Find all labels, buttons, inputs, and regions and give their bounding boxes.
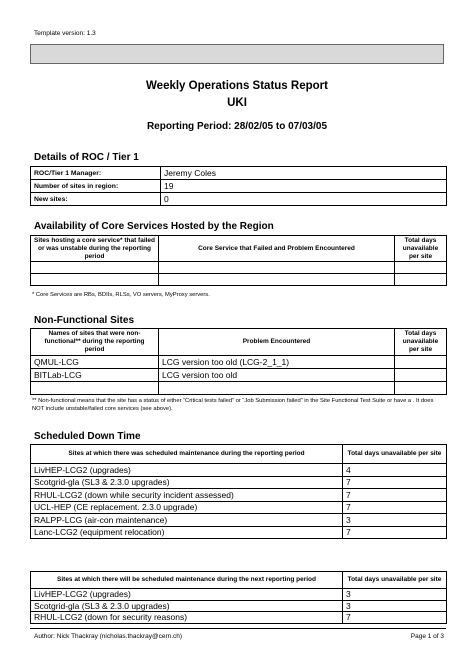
- next-maintenance-table: [30, 571, 447, 624]
- downtime-table: [30, 444, 447, 539]
- nonfunc-table: [30, 328, 447, 395]
- next-days: 3: [343, 589, 447, 601]
- nonfunc-days: [395, 356, 447, 369]
- nonfunc-days: [395, 369, 447, 382]
- report-subtitle: UKI: [227, 97, 247, 109]
- downtime-site: RALPP-LCG (air-con maintenance): [31, 514, 343, 527]
- nonfunc-heading: Non-Functional Sites: [34, 315, 134, 326]
- nonfunc-problem: LCG version too old (LCG-2_1_1): [159, 356, 395, 369]
- roc-manager-value: Jeremy Coles: [161, 167, 447, 180]
- table-header-row: [31, 572, 447, 589]
- table-row: [31, 464, 447, 477]
- downtime-site: Scotgrid-gla (SL3 & 2.3.0 upgrades): [31, 476, 343, 489]
- footer-author: Author: Nick Thackray (nicholas.thackray@cern.ch): [34, 633, 183, 640]
- table-row: [31, 489, 447, 502]
- table-row: [31, 369, 447, 382]
- downtime-days: 7: [343, 501, 447, 514]
- core-col-sites: Sites hosting a core service* that failed or was unstable during the reporting period: [31, 236, 159, 262]
- table-row: [31, 180, 447, 193]
- roc-table: [30, 166, 447, 206]
- table-row: [31, 476, 447, 489]
- downtime-col-days: Total days unavailable per site: [343, 445, 447, 464]
- core-heading: Availability of Core Services Hosted by the Region: [34, 221, 274, 232]
- sites-count-value: 19: [161, 180, 447, 193]
- next-col-days: Total days unavailable per site: [343, 572, 447, 589]
- footer-page-number: Page 1 of 3: [410, 633, 444, 640]
- table-row: [31, 501, 447, 514]
- footer-divider: [30, 628, 446, 629]
- downtime-site: LivHEP-LCG2 (upgrades): [31, 464, 343, 477]
- table-row: [31, 526, 447, 539]
- downtime-col-sites: Sites at which there was scheduled maintenance during the reporting period: [31, 445, 343, 464]
- header-band: [30, 44, 444, 64]
- sites-count-label: Number of sites in region:: [31, 180, 161, 193]
- table-row: [31, 589, 447, 601]
- table-row: [31, 514, 447, 527]
- table-row: [31, 600, 447, 612]
- downtime-site: Lanc-LCG2 (equipment relocation): [31, 526, 343, 539]
- roc-manager-label: ROC/Tier 1 Manager:: [31, 167, 161, 180]
- table-row: [31, 167, 447, 180]
- nonfunc-note: ** Non-functional means that the site has a status of either “Critical tests failed” or “Job Submission failed” in the Site Functional Test Suite or have a . It does NOT include unstable/failed core services (see above).: [32, 398, 434, 412]
- downtime-site: RHUL-LCG2 (down while security incident assessed): [31, 489, 343, 502]
- table-header-row: [31, 236, 447, 262]
- downtime-heading: Scheduled Down Time: [34, 431, 141, 442]
- roc-heading: Details of ROC / Tier 1: [34, 152, 139, 163]
- template-version: Template version: 1.3: [34, 30, 96, 37]
- next-site: RHUL-LCG2 (down for security reasons): [31, 612, 343, 624]
- new-sites-label: New sites:: [31, 193, 161, 206]
- core-col-problem: Core Service that Failed and Problem Encountered: [159, 236, 395, 262]
- nonfunc-problem: LCG version too old: [159, 369, 395, 382]
- nonfunc-site: BITLab-LCG: [31, 369, 159, 382]
- table-header-row: [31, 329, 447, 356]
- nonfunc-col-sites: Names of sites that were non-functional** during the reporting period: [31, 329, 159, 356]
- downtime-days: 7: [343, 476, 447, 489]
- table-row: [31, 274, 447, 286]
- downtime-days: 7: [343, 526, 447, 539]
- downtime-days: 7: [343, 489, 447, 502]
- table-header-row: [31, 445, 447, 464]
- new-sites-value: 0: [161, 193, 447, 206]
- table-row: [31, 612, 447, 624]
- downtime-site: UCL-HEP (CE replacement. 2.3.0 upgrade): [31, 501, 343, 514]
- table-row: [31, 382, 447, 395]
- table-row: [31, 356, 447, 369]
- next-site: LivHEP-LCG2 (upgrades): [31, 589, 343, 601]
- report-title: Weekly Operations Status Report: [146, 80, 328, 92]
- next-days: 3: [343, 600, 447, 612]
- core-table: [30, 235, 447, 286]
- core-note: * Core Services are RBs, BDIIs, RLSs, VO servers, MyProxy servers.: [32, 292, 210, 298]
- nonfunc-col-days: Total days unavailable per site: [395, 329, 447, 356]
- next-site: Scotgrid-gla (SL3 & 2.3.0 upgrades): [31, 600, 343, 612]
- downtime-days: 3: [343, 514, 447, 527]
- next-col-sites: Sites at which there will be scheduled maintenance during the next reporting period: [31, 572, 343, 589]
- nonfunc-site: QMUL-LCG: [31, 356, 159, 369]
- downtime-days: 4: [343, 464, 447, 477]
- reporting-period: Reporting Period: 28/02/05 to 07/03/05: [146, 121, 328, 132]
- core-col-days: Total days unavailable per site: [395, 236, 447, 262]
- table-row: [31, 193, 447, 206]
- nonfunc-col-problem: Problem Encountered: [159, 329, 395, 356]
- next-days: 7: [343, 612, 447, 624]
- table-row: [31, 262, 447, 274]
